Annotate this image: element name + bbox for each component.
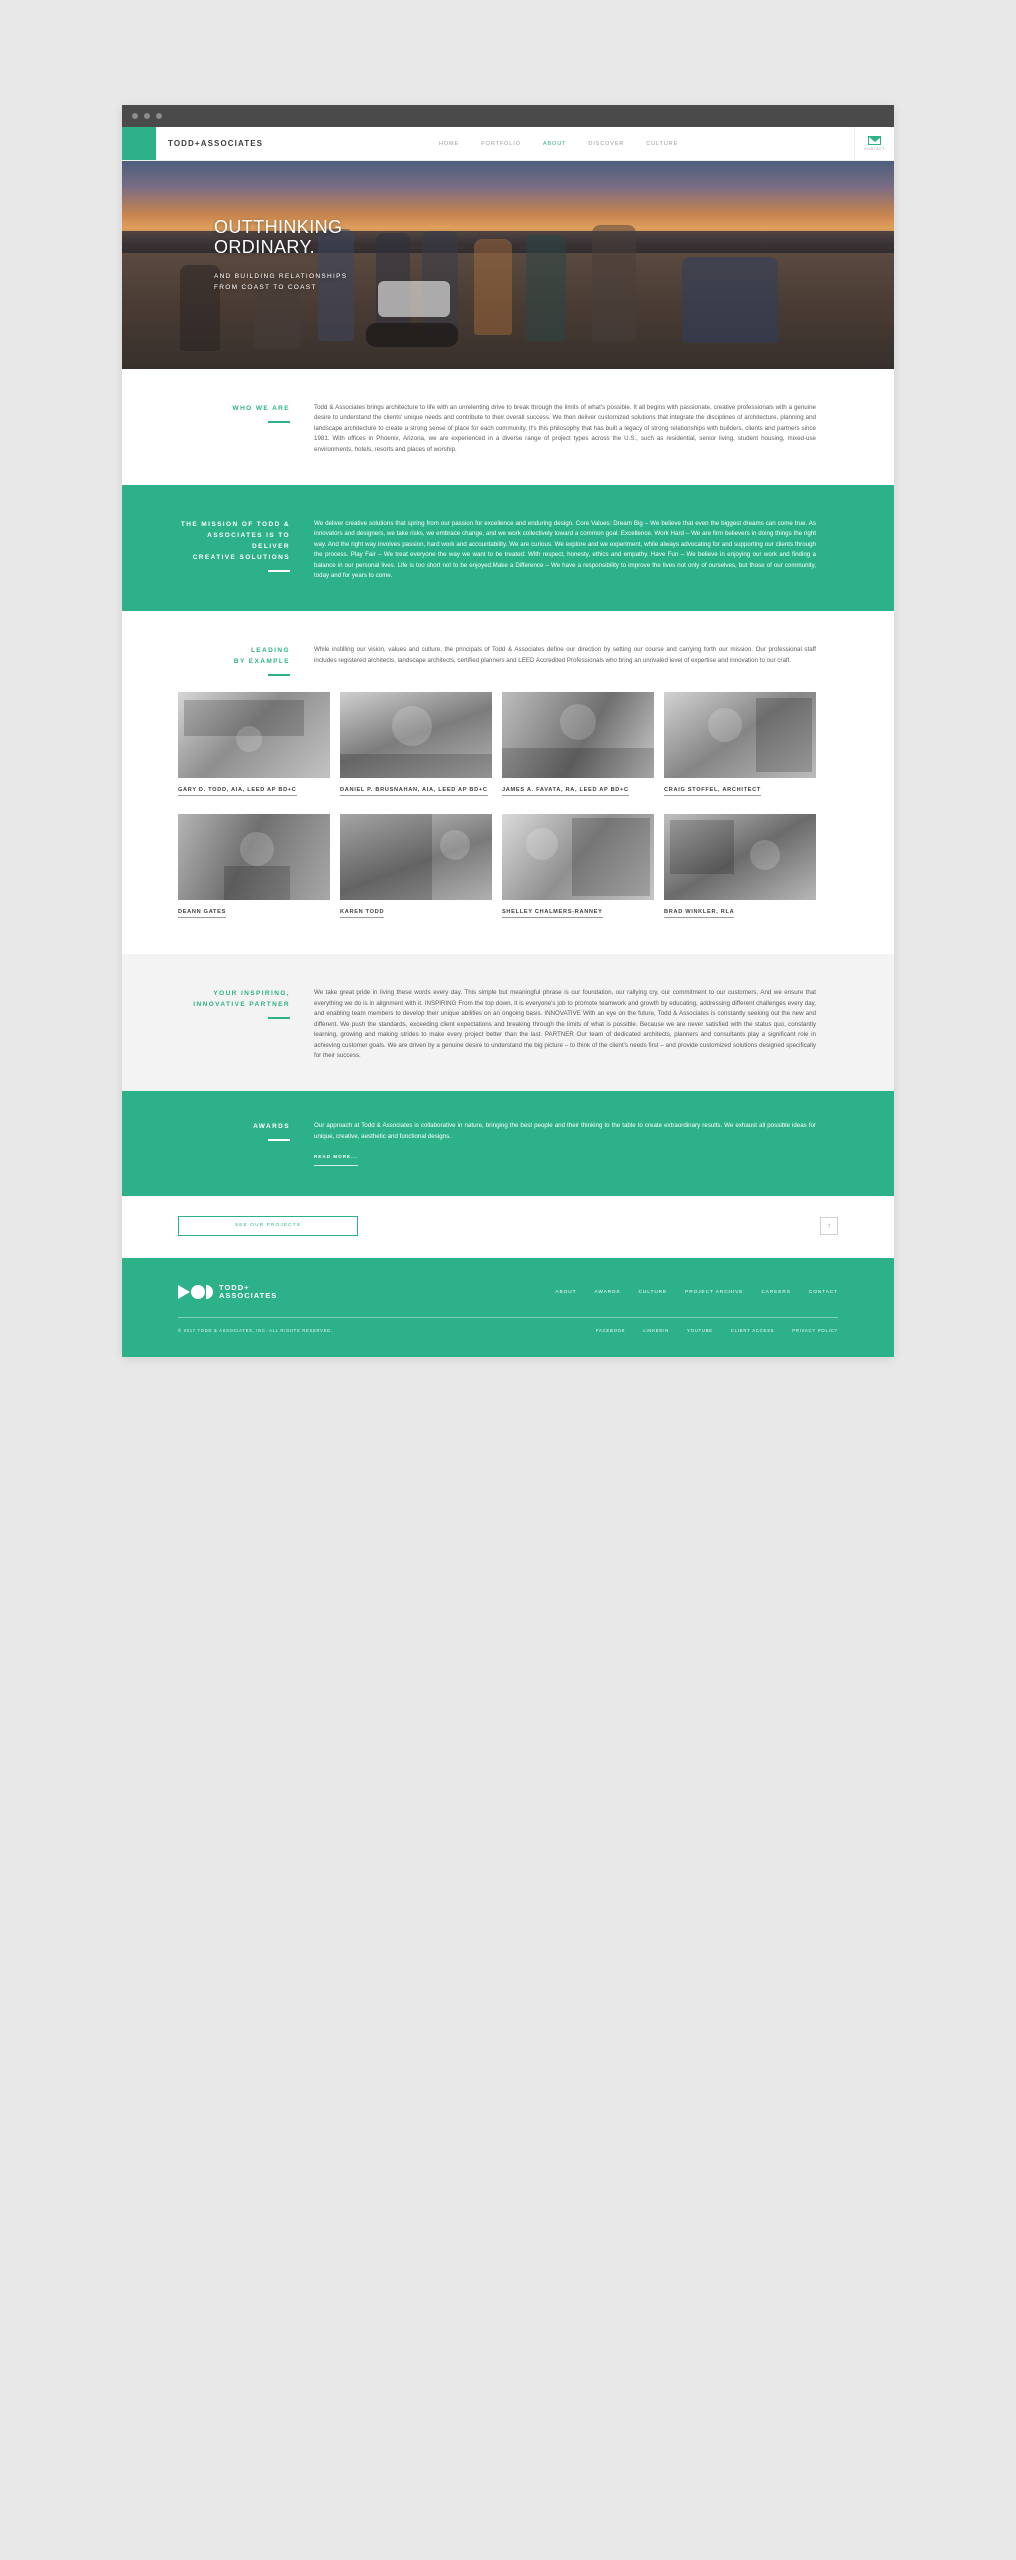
label-rule: [268, 674, 290, 676]
mission-label-block: [178, 519, 314, 581]
partner-label-line1: YOUR INSPIRING,: [213, 990, 290, 998]
contact-label: CONTACT: [864, 147, 885, 151]
label-rule: [268, 1139, 290, 1141]
hero-banner: [122, 161, 894, 369]
logo-mark[interactable]: [122, 127, 156, 160]
section-leading-by-example: [122, 611, 894, 954]
footer-brand-line1: TODD+: [219, 1282, 250, 1292]
mission-label-line3: CREATIVE SOLUTIONS: [192, 554, 290, 562]
hero-caption: [214, 217, 347, 293]
browser-window: [122, 105, 894, 1357]
leading-label-line1: LEADING: [250, 647, 290, 655]
mission-label-line1: THE MISSION OF TODD &: [180, 521, 290, 529]
browser-titlebar[interactable]: [122, 105, 894, 127]
mission-body: We deliver creative solutions that spring from our passion for excellence and enduring design. Core Values: Dream Big – We believe that even the biggest dreams can come true. As innovators and designers, we take risks, we embrace change, and we work collectively toward a common goal. Excellence. Work Hard – We are firm believers in doing things the right way. And the right way involves passion, hard work and accountability. We are curious. We explore and we experiment, while always advocating for and supporting our clients through the process. Play Fair – We treat everyone the way we want to be treated: With respect, honesty, ethics and empathy. Have Fun – We believe in enjoying our work and finding a balance in our personal lives. Life is too short not to be enjoyed.Make a Difference – We have a responsibility to improve the lives not only of ourselves, but those of our community, today and for years to come.: [314, 520, 816, 580]
footer-link-about[interactable]: ABOUT: [555, 1289, 577, 1295]
who-we-are-label: WHO WE ARE: [232, 405, 290, 412]
footer-logo-mark-icon: [178, 1285, 213, 1299]
team-member[interactable]: [178, 692, 330, 796]
window-maximize-button[interactable]: [156, 113, 162, 119]
hero-firepit: [366, 323, 458, 347]
footer-social-links: [596, 1328, 838, 1333]
team-member[interactable]: [502, 692, 654, 796]
footer-link-linkedin[interactable]: LINKEDIN: [643, 1327, 670, 1333]
footer-top-row: [178, 1284, 838, 1301]
window-close-button[interactable]: [132, 113, 138, 119]
mission-label-line2: ASSOCIATES IS TO DELIVER: [207, 532, 290, 551]
team-grid: [122, 692, 894, 954]
team-member-name[interactable]: CRAIG STOFFEL, ARCHITECT: [664, 787, 761, 796]
team-member-photo[interactable]: [340, 814, 492, 900]
team-member-name[interactable]: DEANN GATES: [178, 909, 226, 918]
team-member-name[interactable]: KAREN TODD: [340, 909, 384, 918]
footer-link-awards[interactable]: AWARDS: [594, 1289, 621, 1295]
leading-body: While instilling our vision, values and culture, the principals of Todd & Associates define our direction by setting our course and carrying forth our mission. Our professional staff includes registered architects, landscape architects, certified planners and LEED Accredited Professionals who bring an unrivaled level of expertise and innovation to our craft.: [314, 646, 816, 664]
team-member[interactable]: [664, 814, 816, 918]
footer-link-project-archive[interactable]: PROJECT ARCHIVE: [685, 1289, 744, 1295]
awards-read-more-link[interactable]: READ MORE...: [314, 1152, 358, 1165]
envelope-icon: [868, 136, 881, 145]
hero-person: [474, 239, 512, 335]
partner-label-block: [178, 988, 314, 1061]
footer-link-contact[interactable]: CONTACT: [808, 1289, 838, 1295]
footer-logo[interactable]: [178, 1284, 277, 1301]
copyright-text: © 2017 TODD & ASSOCIATES, INC. ALL RIGHTS RESERVED.: [178, 1327, 333, 1333]
who-we-are-label-block: [178, 403, 314, 455]
nav-links: [263, 127, 854, 160]
section-mission: [122, 485, 894, 611]
nav-item-discover[interactable]: DISCOVER: [588, 140, 625, 147]
team-member-photo[interactable]: [340, 692, 492, 778]
team-member-photo[interactable]: [664, 814, 816, 900]
footer-link-privacy-policy[interactable]: PRIVACY POLICY: [792, 1327, 838, 1333]
window-minimize-button[interactable]: [144, 113, 150, 119]
team-member-photo[interactable]: [502, 814, 654, 900]
awards-body: Our approach at Todd & Associates is collaborative in nature, bringing the best people and their thinking to the table to create extraordinary results. We exhaust all possible ideas for unique, creative, aesthetic and functional designs.: [314, 1122, 816, 1140]
team-member[interactable]: [340, 692, 492, 796]
team-member[interactable]: [178, 814, 330, 918]
see-our-projects-button[interactable]: SEE OUR PROJECTS: [178, 1216, 358, 1236]
leading-label-line2: BY EXAMPLE: [233, 658, 290, 666]
hero-person: [682, 257, 778, 343]
label-rule: [268, 570, 290, 572]
team-member-photo[interactable]: [502, 692, 654, 778]
section-inspiring-partner: [122, 954, 894, 1091]
cta-strip: [122, 1196, 894, 1258]
awards-label: AWARDS: [253, 1123, 290, 1131]
footer-link-careers[interactable]: CAREERS: [761, 1289, 791, 1295]
team-member[interactable]: [502, 814, 654, 918]
site-navbar: [122, 127, 894, 161]
footer-bottom-row: [178, 1328, 838, 1333]
awards-label-block: [178, 1121, 314, 1165]
team-member[interactable]: [664, 692, 816, 796]
partner-label-line2: INNOVATIVE PARTNER: [193, 1001, 290, 1009]
footer-divider: [178, 1317, 838, 1318]
footer-link-facebook[interactable]: FACEBOOK: [595, 1327, 626, 1333]
label-rule: [268, 421, 290, 423]
hero-headline-line2: ORDINARY.: [214, 237, 315, 257]
hero-headline-line1: OUTTHINKING: [214, 217, 343, 237]
team-member-name[interactable]: GARY D. TODD, AIA, LEED AP BD+C: [178, 787, 297, 796]
team-member-name[interactable]: JAMES A. FAVATA, RA, LEED AP BD+C: [502, 787, 629, 796]
awards-body-block: [314, 1121, 838, 1165]
footer-link-culture[interactable]: CULTURE: [638, 1289, 668, 1295]
nav-item-about[interactable]: ABOUT: [542, 140, 567, 147]
team-member-photo[interactable]: [178, 692, 330, 778]
footer-brand-text: [219, 1284, 277, 1301]
team-member-photo[interactable]: [178, 814, 330, 900]
leading-label-block: [178, 645, 314, 676]
nav-item-culture[interactable]: CULTURE: [646, 140, 679, 147]
team-member-name[interactable]: DANIEL P. BRUSNAHAN, AIA, LEED AP BD+C: [340, 787, 488, 796]
footer-link-client-access[interactable]: CLIENT ACCESS: [730, 1327, 775, 1333]
site-footer: [122, 1258, 894, 1357]
team-member-name[interactable]: BRAD WINKLER, RLA: [664, 909, 734, 918]
label-rule: [268, 1017, 290, 1019]
hero-person: [592, 225, 636, 341]
contact-button[interactable]: [854, 127, 894, 160]
back-to-top-icon[interactable]: ↑: [820, 1217, 838, 1235]
team-member-name[interactable]: SHELLEY CHALMERS-RANNEY: [502, 909, 603, 918]
section-who-we-are: [122, 369, 894, 485]
hero-person: [526, 235, 566, 341]
team-member-photo[interactable]: [664, 692, 816, 778]
partner-body: We take great pride in living these words every day. This simple but meaningful phrase is our foundation, our rallying cry, our commitment to our customers. And we ensure that everything we do is in alignment with it. INSPIRING From the top down, it is everyone's job to promote teamwork and growth by educating, addressing different challenges every day, and enabling team members to develop their unique abilities on an ongoing basis. INNOVATIVE With an eye on the future, Todd & Associates is constantly seeking out the new and different. We push the standards, exceeding client expectations and breaking through the limits of what is possible. Because we are never satisfied with the status quo, constantly learning, growing and making strides to make every project better than the last. PARTNER Our team of dedicated architects, planners and consultants play a significant role in achieving customer goals. We are driven by a genuine desire to understand the big picture – to think of the client's needs first – and provide customized solutions designed specifically for their success.: [314, 989, 816, 1059]
brand-name[interactable]: TODD+ASSOCIATES: [168, 139, 264, 148]
section-awards: [122, 1091, 894, 1195]
team-member[interactable]: [340, 814, 492, 918]
who-we-are-body: Todd & Associates brings architecture to life with an unrelenting drive to break through the limits of what's possible. It all begins with passionate, creative professionals with a genuine desire to understand the clients' unique needs and contribute to their overall success. We then deliver customized solutions that integrate the disciplines of architecture, planning and landscape architecture to create a strong sense of place for each community. It's this philosophy that has built a legacy of strong relationships with builders, clients and partners since 1981. With offices in Phoenix, Arizona, we are experienced in a diverse range of project types across the U.S., such as residential, senior living, student housing, mixed-use environments, hotels, resorts and places of worship.: [314, 404, 816, 453]
nav-item-portfolio[interactable]: PORTFOLIO: [481, 140, 521, 147]
hero-subline2: FROM COAST TO COAST: [214, 284, 317, 291]
hero-table: [378, 281, 450, 317]
footer-brand-line2: ASSOCIATES: [219, 1291, 278, 1301]
nav-item-home[interactable]: HOME: [438, 140, 460, 147]
hero-subline1: AND BUILDING RELATIONSHIPS: [214, 273, 348, 280]
footer-link-youtube[interactable]: YOUTUBE: [687, 1327, 713, 1333]
footer-links: [555, 1290, 838, 1295]
